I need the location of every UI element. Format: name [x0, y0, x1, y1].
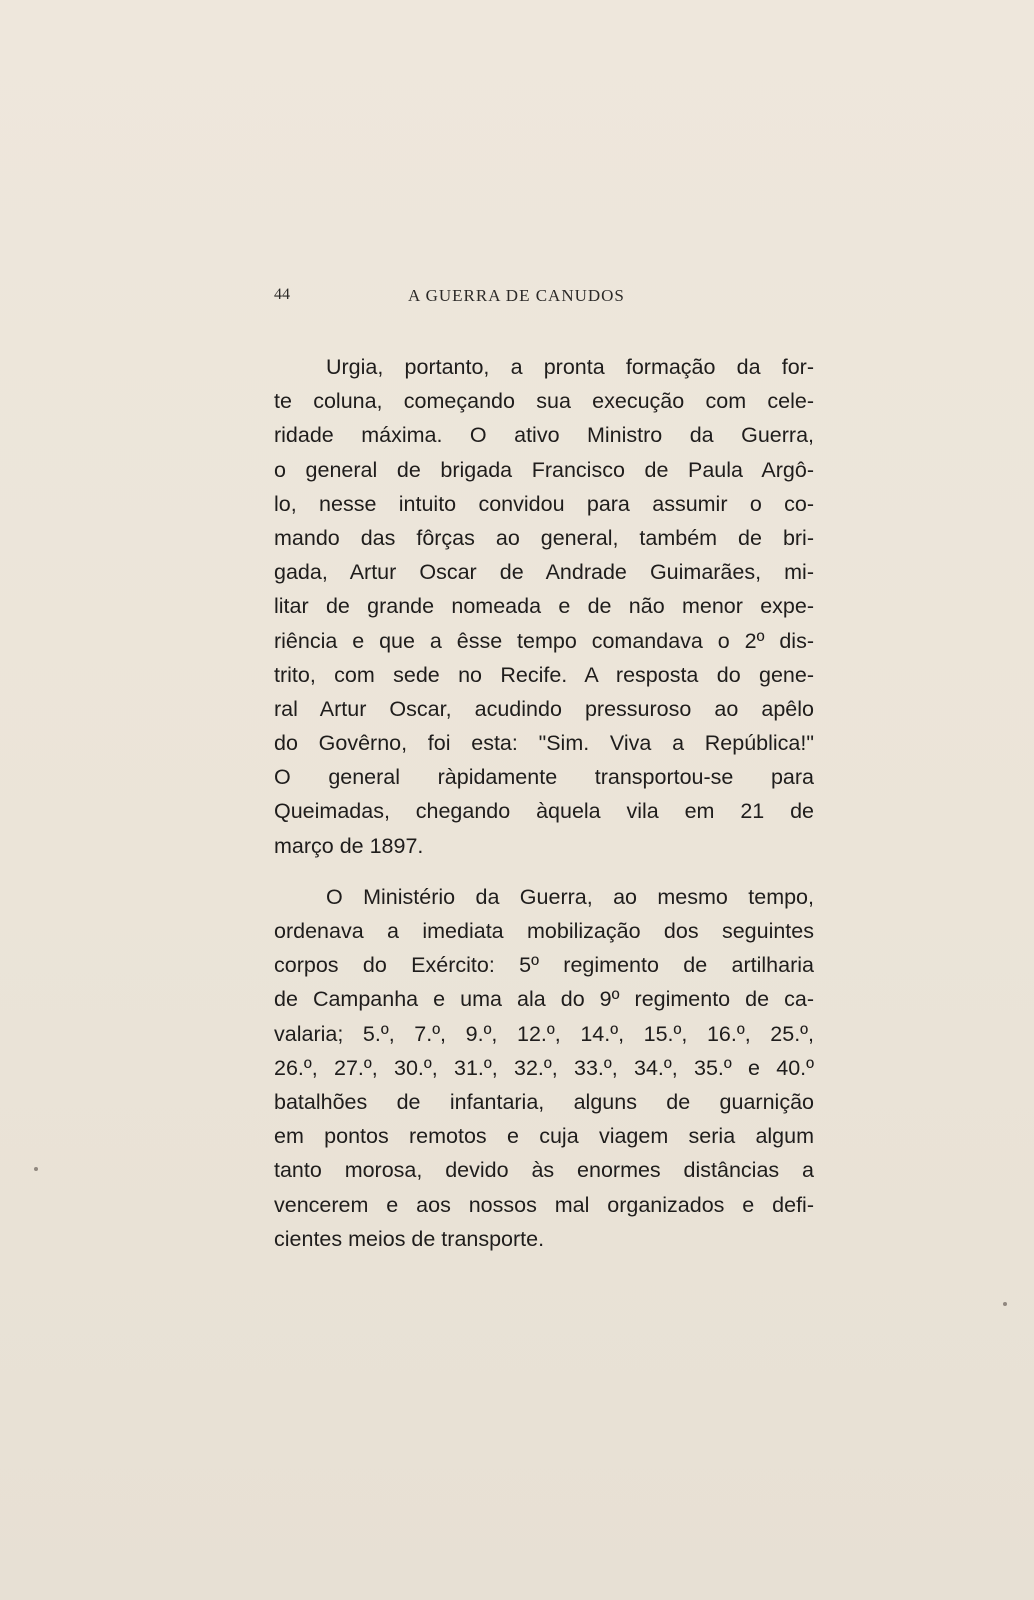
text-line: 26.º, 27.º, 30.º, 31.º, 32.º, 33.º, 34.º, 35.º e 40.º [274, 1055, 814, 1080]
text-line: de Campanha e uma ala do 9º regimento de ca- [274, 987, 814, 1012]
text-line: em pontos remotos e cuja viagem seria algum [274, 1124, 814, 1149]
text-line: batalhões de infantaria, alguns de guarnição [274, 1089, 814, 1114]
text-line: O Ministério da Guerra, ao mesmo tempo, [326, 884, 814, 909]
text-line: tanto morosa, devido às enormes distâncias a [274, 1158, 814, 1183]
text-line: do Govêrno, foi esta: "Sim. Viva a República!" [274, 731, 814, 756]
text-line: Urgia, portanto, a pronta formação da for- [326, 355, 814, 379]
text-line: vencerem e aos nossos mal organizados e defi- [274, 1192, 814, 1217]
text-line: O general ràpidamente transportou-se para [274, 765, 814, 790]
body-text [274, 350, 814, 1256]
text-line: o general de brigada Francisco de Paula Argô- [274, 457, 814, 482]
text-line: março de 1897. [274, 833, 424, 858]
text-line: cientes meios de transporte. [274, 1226, 545, 1251]
ink-speck [34, 1167, 38, 1171]
paragraph-2 [274, 880, 814, 1256]
text-line: corpos do Exército: 5º regimento de artilharia [274, 953, 814, 978]
text-line: riência e que a êsse tempo comandava o 2º dis- [274, 628, 814, 653]
paragraph-1 [274, 350, 814, 863]
text-line: gada, Artur Oscar de Andrade Guimarães, mi- [274, 560, 814, 585]
text-line: Queimadas, chegando àquela vila em 21 de [274, 799, 814, 824]
text-line: ridade máxima. O ativo Ministro da Guerra, [274, 423, 814, 448]
text-line: litar de grande nomeada e de não menor expe- [274, 594, 814, 619]
text-line: mando das fôrças ao general, também de bri- [274, 525, 814, 550]
page-header [274, 286, 814, 314]
text-line: trito, com sede no Recife. A resposta do gene- [274, 662, 814, 687]
text-line: ral Artur Oscar, acudindo pressuroso ao apêlo [274, 696, 814, 721]
page-number: 44 [274, 286, 290, 303]
text-line: ordenava a imediata mobilização dos seguintes [274, 919, 814, 943]
ink-speck [1003, 1302, 1007, 1306]
running-title: A GUERRA DE CANUDOS [408, 286, 625, 305]
text-line: te coluna, começando sua execução com cele- [274, 389, 814, 414]
text-line: lo, nesse intuito convidou para assumir o co- [274, 491, 814, 516]
text-line: valaria; 5.º, 7.º, 9.º, 12.º, 14.º, 15.º, 16.º, 25.º, [274, 1021, 814, 1046]
